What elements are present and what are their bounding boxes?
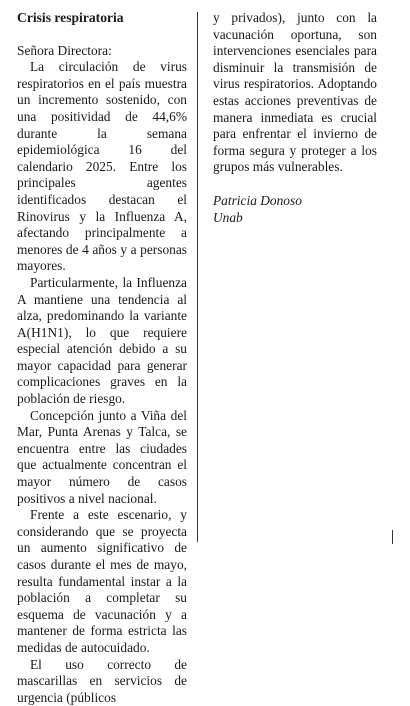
letter-salutation: Señora Directora: bbox=[17, 42, 112, 58]
letter-signature bbox=[213, 193, 377, 226]
right-column bbox=[213, 10, 377, 226]
column-divider bbox=[197, 12, 198, 542]
left-column bbox=[17, 10, 187, 706]
paragraph-4: Frente a este escenario, y considerando que se proyecta un aumento significativo de casos durante el mes de mayo, resulta fundamental instar a la población a completar su esquema de vacunación y a mantener de forma estricta las medidas de autocuidado. bbox=[17, 507, 187, 655]
paragraph-2: Particularmente, la Influenza A mantiene una tendencia al alza, predominando la variante A(H1N1), lo que requiere especial atención debido a su mayor capacidad para generar complicaciones graves en la población de riesgo. bbox=[17, 274, 187, 407]
paragraph-continuation: y privados), junto con la vacunación oportuna, son intervenciones esenciales para disminuir la transmisión de virus respiratorios. Adoptando estas acciones preventivas de manera inmediata es crucial para enfrentar el invierno de forma segura y proteger a los grupos más vulnerables. bbox=[213, 10, 377, 175]
column-end-mark bbox=[392, 530, 393, 544]
paragraph-1: La circulación de virus respiratorios en el país muestra un incremento sostenido, con una positividad de 44,6% durante la semana epidemiológica 16 del calendario 2025. Entre los principales agentes identificados destacan el Rinovirus y la Influenza A, afectando principalmente a menores de 4 años y a personas mayores. bbox=[17, 59, 187, 274]
letter-headline: Crisis respiratoria bbox=[17, 10, 124, 25]
signature-name: Patricia Donoso bbox=[213, 192, 302, 208]
paragraph-5: El uso correcto de mascarillas en servicios de urgencia (públicos bbox=[17, 656, 187, 705]
paragraph-3: Concepción junto a Viña del Mar, Punta Arenas y Talca, se encuentra entre las ciudades que actualmente concentran el mayor número de casos positivos a nivel nacional. bbox=[17, 407, 187, 506]
signature-affiliation: Unab bbox=[213, 209, 243, 225]
